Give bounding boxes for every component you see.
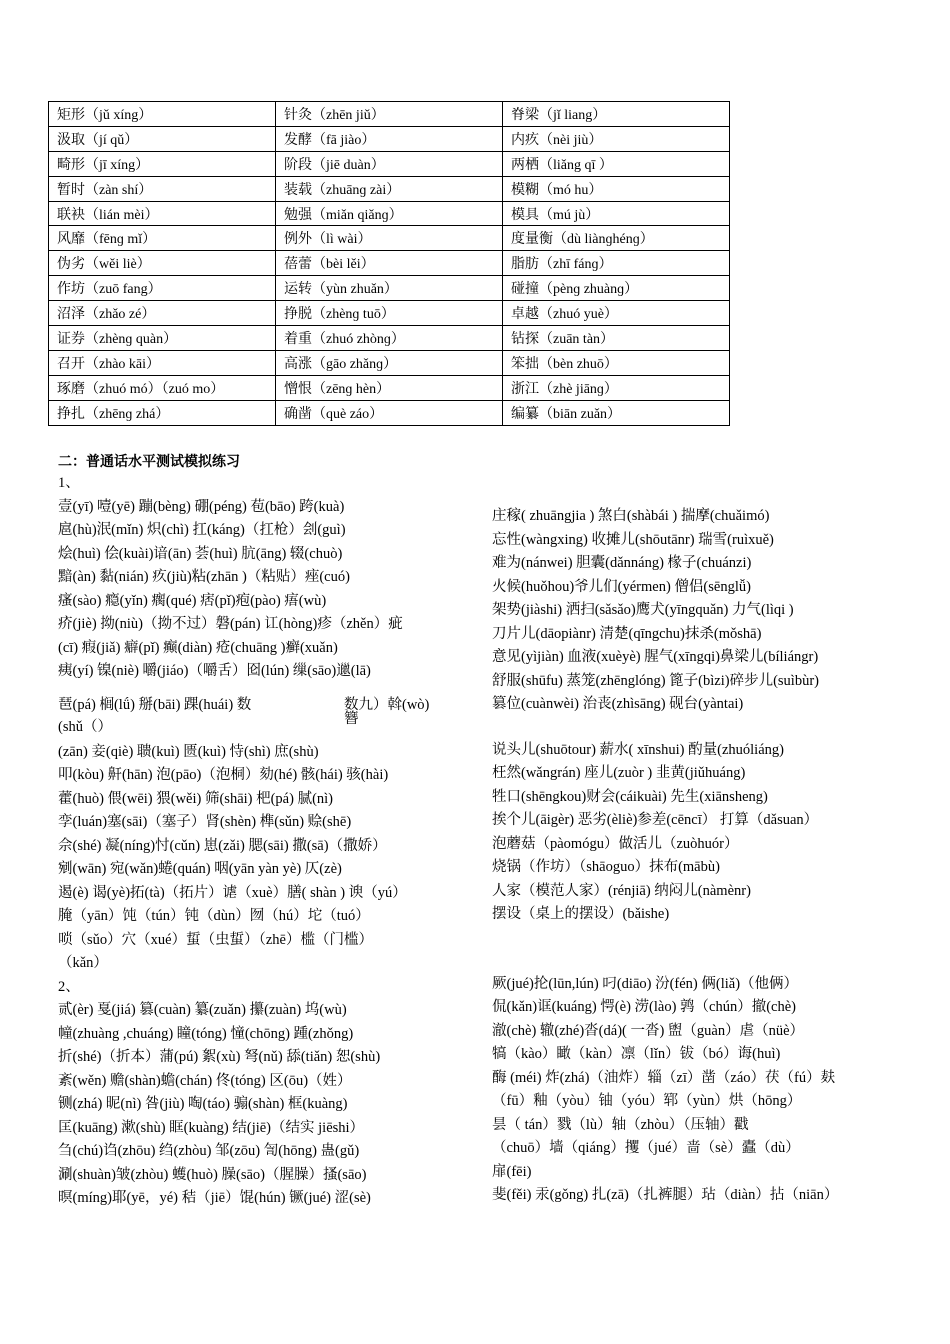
- table-cell: 憎恨（zēnɡ hèn）: [276, 375, 503, 400]
- table-row: [49, 176, 730, 201]
- table-cell: 碰撞（pènɡ zhuànɡ）: [503, 276, 730, 301]
- table-cell: 汲取（jí qǔ）: [49, 126, 276, 151]
- text-line: 挨个儿(āigèr) 恶劣(èliè)参差(cēncī） 打算（dǎsuan）: [492, 812, 819, 828]
- text-line: 意见(yìjiàn) 血液(xuèyè) 腥气(xīngqi)鼻梁儿(bíliángr): [492, 649, 819, 665]
- text-line: 舒服(shūfu) 蒸笼(zhēnglóng) 篦子(bìzi)碎步儿(suìbùr): [492, 672, 819, 689]
- text-line: 涮(shuàn)皱(zhòu) 蠖(huò) 臊(sāo)（腥臊）搔(sāo): [58, 1166, 367, 1183]
- table-cell: 伪劣（wěi liè）: [49, 251, 276, 276]
- text-line: 澈(chè) 辙(zhé)沓(dá)( 一沓) 盥（guàn）虐（nüè）: [492, 1022, 805, 1039]
- text-line: 烩(huì) 侩(kuài)谙(ān) 荟(huì) 肮(āng) 辍(chuò): [58, 545, 343, 562]
- text-line: 架势(jiàshi) 洒扫(sǎsǎo)鹰犬(yīngquǎn) 力气(lìqi ): [492, 602, 794, 618]
- table-row: [49, 102, 730, 127]
- text-line: 难为(nánwei) 胆囊(dǎnnáng) 椽子(chuánzi): [492, 555, 752, 571]
- table-cell: 发酵（fā jiào）: [276, 126, 503, 151]
- table-cell: 证券（zhènɡ quàn）: [49, 326, 276, 351]
- text-line: 人家（模范人家）(rénjiā) 纳闷儿(nàmènr): [492, 882, 751, 899]
- table-row: [49, 201, 730, 226]
- table-cell: 笨拙（bèn zhuō）: [503, 350, 730, 375]
- table-row: [49, 326, 730, 351]
- table-row: [49, 350, 730, 375]
- split-row-left: 琶(pá) 榈(lǘ) 掰(bāi) 踝(huái) 数: [58, 696, 252, 713]
- table-cell: 模糊（mó hu）: [503, 176, 730, 201]
- text-line: （fū）釉（yòu）铀（yóu）郓（yùn）烘（hōng）: [492, 1093, 802, 1109]
- table-cell: 高涨（gāo zhǎnɡ）: [276, 350, 503, 375]
- text-line: 庄稼( zhuāngjia ) 煞白(shàbái ) 揣摩(chuǎimó): [492, 508, 770, 524]
- table-row: [49, 251, 730, 276]
- table-cell: 矩形（jǔ xíng）: [49, 102, 276, 127]
- text-line: 犒（kào）瞰（kàn）凛（lǐn）钹（bó）诲(huì): [492, 1046, 781, 1062]
- table-row: [49, 226, 730, 251]
- table-row: [49, 400, 730, 425]
- split-row: [58, 694, 462, 741]
- text-line: 斐(fěi) 汞(gǒng) 扎(zā)（扎裤腿）玷（diàn）拈（niān）: [492, 1187, 839, 1203]
- table-cell: 作坊（zuō fang）: [49, 276, 276, 301]
- text-line: (zān) 妾(qiè) 聩(kuì) 匮(kuì) 恃(shì) 庶(shù): [58, 743, 319, 760]
- text-line: 贰(èr) 戛(jiá) 篡(cuàn) 纂(zuǎn) 攥(zuàn) 坞(wù): [58, 1002, 347, 1018]
- text-line: 佘(shé) 凝(níng)忖(cǔn) 崽(zǎi) 腮(sāi) 撒(sā)（撒娇）: [58, 837, 387, 854]
- split-row-right-cont: 簪: [344, 710, 359, 727]
- part-2-label: 2、: [58, 978, 80, 995]
- text-line: 扉(fēi): [492, 1163, 532, 1180]
- table-cell: 风靡（fēnɡ mǐ）: [49, 226, 276, 251]
- text-line: 孪(luán)塞(sāi)（塞子）肾(shèn) 榫(sǔn) 赊(shē): [58, 814, 352, 830]
- right-column: [492, 505, 900, 1208]
- table-cell: 两栖（liǎng qī ）: [503, 151, 730, 176]
- text-line: 说头儿(shuōtour) 薪水( xīnshui) 酌量(zhuóliáng): [492, 741, 784, 758]
- text-line: 黯(àn) 黏(nián) 疚(jiù)粘(zhān )（粘贴）痤(cuó): [58, 569, 350, 585]
- text-line: 侃(kǎn)诓(kuáng) 愕(è) 涝(lào) 鹑（chún）撤(chè): [492, 999, 796, 1015]
- table-cell: 内疚（nèi jiù）: [503, 126, 730, 151]
- text-line: 紊(wěn) 赡(shàn)蟾(chán) 佟(tóng) 区(ōu)（姓）: [58, 1072, 352, 1089]
- text-line: 遏(è) 谒(yè)拓(tà)（拓片）谑（xuè）膳( shàn ) 谀（yú）: [58, 884, 407, 901]
- text-line: 疥(jiè) 拗(niù)（拗不过）磐(pán) 讧(hòng)疹（zhěn）疵: [58, 616, 403, 632]
- text-line: （chuō）墙（qiáng）攫（jué）啬（sè）蠹（dù）: [492, 1140, 800, 1156]
- table-row: [49, 126, 730, 151]
- split-row-right: 数九）斡(wò): [344, 696, 430, 713]
- table-row: [49, 276, 730, 301]
- text-line: 剜(wān) 宛(wǎn)蜷(quán) 咽(yān yàn yè) 仄(zè): [58, 861, 342, 877]
- text-line: 昙（ tán）戮（lù）轴（zhòu）（压轴）戳: [492, 1116, 749, 1133]
- table-cell: 勉强（miǎn qiǎnɡ）: [276, 201, 503, 226]
- text-line: 泡蘑菇（pàomógu）做活儿（zuòhuór）: [492, 835, 739, 852]
- right-block-1: [492, 505, 900, 717]
- vocabulary-table-body: [49, 102, 730, 426]
- text-line: 忘性(wàngxing) 收摊儿(shōutānr) 瑞雪(ruìxuě): [492, 531, 774, 548]
- text-line: 幢(zhuàng ,chuáng) 瞳(tóng) 憧(chōng) 踵(zhǒng): [58, 1025, 354, 1042]
- text-line: 酶 (méi) 炸(zhá)（油炸）辎（zī）凿（záo）茯（fú）麸: [492, 1069, 836, 1086]
- text-line: 枉然(wǎngrán) 座儿(zuòr ) 韭黄(jiǔhuáng): [492, 765, 746, 781]
- text-line: 折(shé)（折本）蒲(pú) 絮(xù) 弩(nǔ) 舔(tiǎn) 恕(shù): [58, 1049, 381, 1065]
- text-line: 厥(jué)抡(lūn,lún) 叼(diāo) 汾(fén) 俩(liǎ)（他俩）: [492, 975, 799, 992]
- table-cell: 模具（mú jù）: [503, 201, 730, 226]
- text-line: 烧锅（作坊）（shāoguo）抹布(mābù): [492, 859, 720, 875]
- text-line: 牲口(shēngkou)财会(cáikuài) 先生(xiānsheng): [492, 788, 768, 805]
- table-cell: 蓓蕾（bèi lěi）: [276, 251, 503, 276]
- table-cell: 畸形（jī xíng）: [49, 151, 276, 176]
- text-line: 刍(chú)诌(zhōu) 绉(zhòu) 邹(zōu) 訇(hōng) 蛊(gǔ): [58, 1143, 360, 1159]
- table-row: [49, 151, 730, 176]
- table-cell: 沼泽（zhǎo zé）: [49, 301, 276, 326]
- text-line: 刀片儿(dāopiànr) 清楚(qīngchu)抹杀(mǒshā): [492, 625, 762, 642]
- text-line: 痍(yí) 镍(niè) 嚼(jiáo)（嚼舌）囵(lún) 缫(sāo)邋(lā): [58, 663, 371, 679]
- table-cell: 脂肪（zhī fánɡ）: [503, 251, 730, 276]
- table-cell: 脊梁（jǐ liang）: [503, 102, 730, 127]
- table-cell: 暂时（zàn shí）: [49, 176, 276, 201]
- table-cell: 卓越（zhuó yuè）: [503, 301, 730, 326]
- table-cell: 针灸（zhēn jiǔ）: [276, 102, 503, 127]
- table-cell: 琢磨（zhuó mó）（zuó mo）: [49, 375, 276, 400]
- table-cell: 确凿（què záo）: [276, 400, 503, 425]
- text-line: 瘙(sào) 瘾(yǐn) 瘸(qué) 痞(pǐ)疱(pào) 痦(wù): [58, 592, 327, 609]
- table-cell: 装载（zhuānɡ zài）: [276, 176, 503, 201]
- part-1-label: 1、: [58, 475, 80, 491]
- text-line: 摆设（桌上的摆设）(bǎishe): [492, 906, 670, 922]
- table-cell: 联袂（lián mèi）: [49, 201, 276, 226]
- part-1-lines-continued: [58, 741, 462, 976]
- text-line: 壹(yī) 噎(yē) 蹦(bèng) 硼(péng) 苞(bāo) 跨(kuà): [58, 498, 345, 515]
- text-line: 暝(míng)耶(yē，yé) 秸（jiē）馄(hún) 镢(jué) 涩(sè): [58, 1190, 371, 1206]
- table-cell: 浙江（zhè jiānɡ）: [503, 375, 730, 400]
- table-cell: 召开（zhào kāi）: [49, 350, 276, 375]
- right-block-2: [492, 739, 900, 927]
- table-cell: 运转（yùn zhuǎn）: [276, 276, 503, 301]
- left-column: [58, 472, 462, 1211]
- text-line: 藿(huò) 偎(wēi) 猥(wěi) 筛(shāi) 杷(pá) 腻(nì): [58, 790, 334, 807]
- text-line: 腌（yān）饨（tún）钝（dùn）囫（hú）坨（tuó）: [58, 908, 370, 924]
- text-line: （kǎn）: [58, 955, 108, 971]
- text-line: 篡位(cuànwèi) 治丧(zhìsāng) 砚台(yàntai): [492, 696, 744, 712]
- table-row: [49, 375, 730, 400]
- table-cell: 挣扎（zhēnɡ zhá）: [49, 400, 276, 425]
- table-cell: 阶段（jiē duàn）: [276, 151, 503, 176]
- text-line: 扈(hù)泯(mǐn) 炽(chì) 扛(káng)（扛枪）刽(guì): [58, 522, 346, 538]
- section-heading: 二：普通话水平测试模拟练习: [58, 454, 240, 470]
- table-cell: 度量衡（dù liànɡhénɡ）: [503, 226, 730, 251]
- part-1-lines: [58, 496, 462, 684]
- table-cell: 挣脱（zhènɡ tuō）: [276, 301, 503, 326]
- text-line: 铡(zhá) 昵(nì) 咎(jiù) 啕(táo) 骟(shàn) 框(kuàng): [58, 1096, 348, 1112]
- table-cell: 例外（lì wài）: [276, 226, 503, 251]
- split-row-left-cont: (shǔ（）: [58, 718, 112, 735]
- table-row: [49, 301, 730, 326]
- table-cell: 编纂（biān zuǎn）: [503, 400, 730, 425]
- text-line: 唢（sǔo）穴（xué）蜇（虫蜇）（zhē）槛（门槛）: [58, 931, 373, 948]
- right-block-3: [492, 973, 900, 1208]
- text-line: (cī) 瘕(jiǎ) 癖(pǐ) 癫(diàn) 疮(chuāng )癣(xuǎn): [58, 639, 338, 656]
- table-cell: 着重（zhuó zhònɡ）: [276, 326, 503, 351]
- text-line: 叩(kòu) 鼾(hān) 泡(pāo)（泡桐）劾(hé) 骸(hái) 骇(hài): [58, 767, 389, 783]
- vocabulary-table: [48, 101, 730, 426]
- table-cell: 钻探（zuān tàn）: [503, 326, 730, 351]
- part-2-lines: [58, 999, 462, 1211]
- text-line: 火候(huǒhou)爷儿们(yérmen) 僧侣(sēnglǚ): [492, 578, 751, 595]
- text-line: 匡(kuāng) 漱(shù) 眶(kuàng) 结(jiē)（结实 jiēshi）: [58, 1119, 365, 1136]
